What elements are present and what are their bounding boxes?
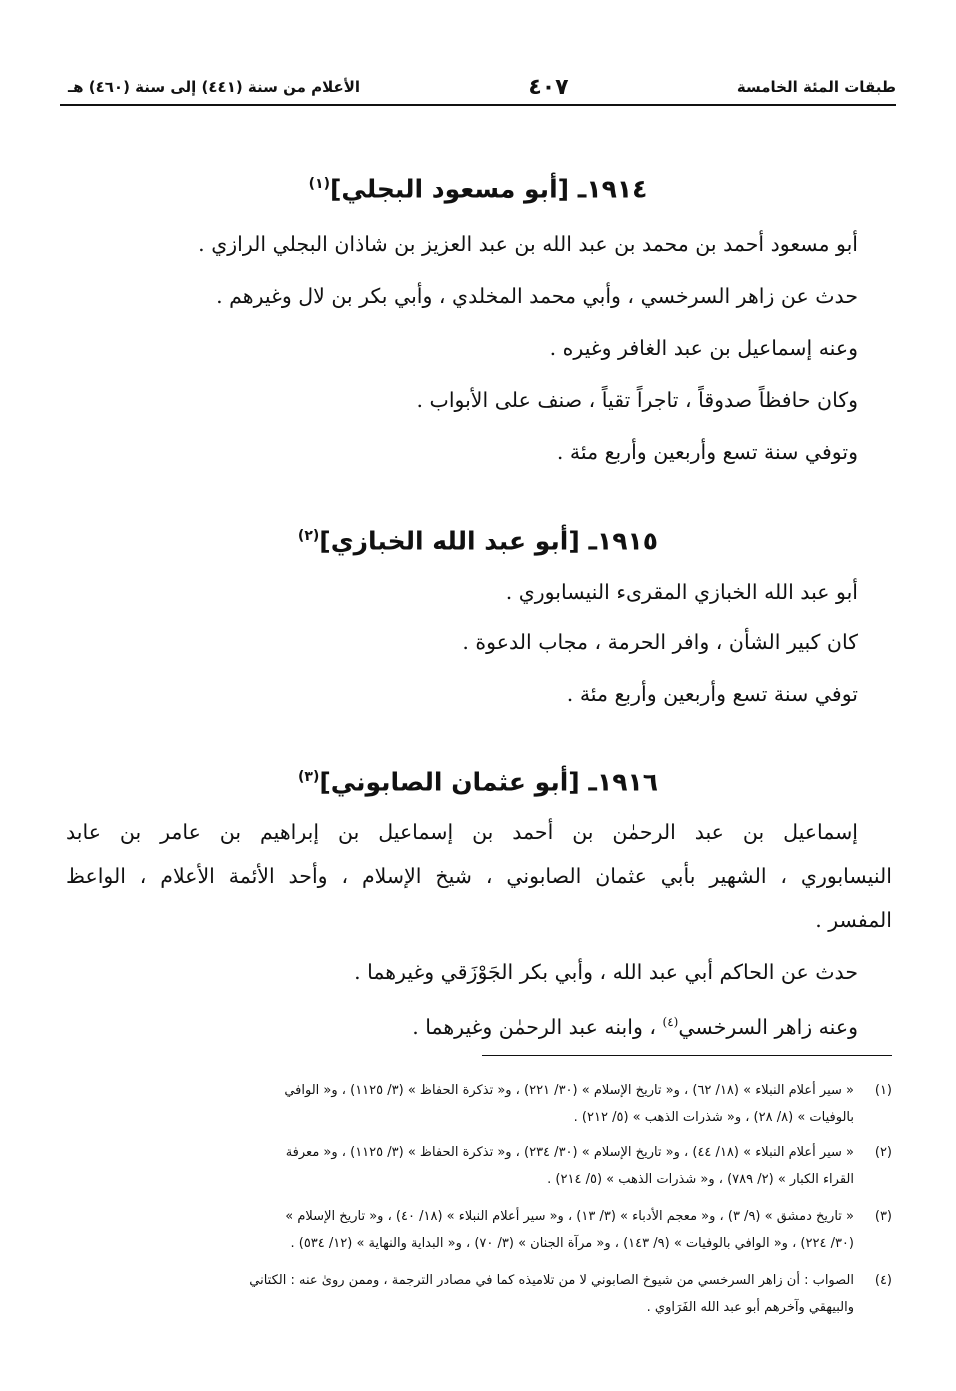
footnote-line: « سير أعلام النبلاء » (١٨/ ٦٢) ، و« تاريخ الإسلام » (٣٠/ ٢٢١) ، و« تذكرة الحفاظ » (٣/ ١١٢٥) ، و« الوافي xyxy=(284,1083,854,1098)
footnote-1 xyxy=(64,1077,892,1133)
footnote-ref: (٢) xyxy=(297,528,320,544)
entry-1914-line-1: أبو مسعود أحمد بن محمد بن عبد الله بن عبد العزيز بن شاذان البجلي الرازي . xyxy=(198,232,858,256)
footnote-line: الصواب : أن زاهر السرخسي من شيوخ الصابوني لا من تلاميذه كما في مصادر الترجمة ، وممن روىٰ عنه : الكتاني xyxy=(249,1273,854,1288)
footnote-text xyxy=(64,1203,854,1257)
entry-title-1914 xyxy=(60,164,896,209)
entry-1916-line-1: إسماعيل بن عبد الرحمٰن بن أحمد بن إسماعيل بن إبراهيم بن عامر بن عابد xyxy=(66,820,858,844)
footnote-2 xyxy=(64,1139,892,1195)
footnote-line: بالوفيات » (٨/ ٢٨) ، و« شذرات الذهب » (٥/ ٢١٢) . xyxy=(573,1110,854,1125)
footnote-4 xyxy=(64,1267,892,1323)
footnote-text xyxy=(64,1139,854,1193)
footnote-line: القراء الكبار » (٢/ ٧٨٩) ، و« شذرات الذهب » (٥/ ٢١٤) . xyxy=(547,1172,854,1187)
entry-1916-line-3: المفسر . xyxy=(815,908,892,932)
entry-1915-line-3: توفي سنة تسع وأربعين وأربع مئة . xyxy=(566,682,858,706)
page-number: ٤٠٧ xyxy=(528,74,569,100)
footnote-line: (٣٠/ ٢٢٤) ، و« الوافي بالوفيات » (٩/ ١٤٣) ، و« مرآة الجنان » (٣/ ٧٠) ، و« البداية والنهاية » (١٢/ ٥٣٤) . xyxy=(290,1236,854,1251)
footnote-number: (٣) xyxy=(874,1209,892,1224)
entry-title-1915 xyxy=(60,516,896,561)
entry-text: وعنه زاهر السرخسي xyxy=(678,1014,858,1039)
entry-1915-line-1: أبو عبد الله الخبازي المقرىء النيسابوري . xyxy=(505,580,858,604)
entry-heading: ١٩١٦ـ [أبو عثمان الصابوني] xyxy=(319,767,659,797)
entry-title-1916 xyxy=(60,757,896,802)
footnote-3 xyxy=(64,1203,892,1259)
entry-text: ، وابنه عبد الرحمٰن وغيرهما . xyxy=(412,1014,656,1039)
entry-heading: ١٩١٥ـ [أبو عبد الله الخبازي] xyxy=(319,526,659,556)
entry-1916-line-4: حدث عن الحاكم أبي عبد الله ، وأبي بكر الجَوْزَقي وغيرهما . xyxy=(354,960,858,984)
header-section-title: طبقات المئة الخامسة xyxy=(736,78,896,96)
footnote-ref: (١) xyxy=(308,176,330,192)
footnote-text xyxy=(64,1267,854,1321)
footnote-rule xyxy=(482,1055,892,1056)
footnote-number: (٤) xyxy=(874,1273,892,1288)
entry-1914-line-2: حدث عن زاهر السرخسي ، وأبي محمد المخلدي ، وأبي بكر بن لال وغيرهم . xyxy=(216,284,858,308)
entry-1916-line-5 xyxy=(66,1005,858,1044)
footnote-number: (١) xyxy=(874,1083,892,1098)
entry-1914-line-5: وتوفي سنة تسع وأربعين وأربع مئة . xyxy=(556,440,858,464)
entry-1914-line-3: وعنه إسماعيل بن عبد الغافر وغيره . xyxy=(549,336,858,360)
header-rule xyxy=(60,104,896,106)
running-header xyxy=(68,70,896,104)
footnote-text xyxy=(64,1077,854,1131)
footnote-ref: (٣) xyxy=(297,769,320,785)
footnote-line: « تاريخ دمشق » (٩/ ٣) ، و« معجم الأدباء » (٣/ ١٣) ، و« سير أعلام النبلاء » (١٨/ ٤٠) ، و« تاريخ الإسلام » xyxy=(285,1209,854,1224)
entry-1914-line-4: وكان حافظاً صدوقاً ، تاجراً تقياً ، صنف على الأبواب . xyxy=(416,388,858,412)
footnote-number: (٢) xyxy=(874,1145,892,1160)
footnote-line: « سير أعلام النبلاء » (١٨/ ٤٤) ، و« تاريخ الإسلام » (٣٠/ ٢٣٤) ، و« تذكرة الحفاظ » (٣/ ١١٢٥) ، و« معرفة xyxy=(285,1145,854,1160)
entry-1916-line-2: النيسابوري ، الشهير بأبي عثمان الصابوني ، شيخ الإسلام ، وأحد الأئمة الأعلام ، الواعظ xyxy=(66,864,892,888)
entry-heading: ١٩١٤ـ [أبو مسعود البجلي] xyxy=(329,174,648,204)
footnote-ref: (٤) xyxy=(662,1015,679,1029)
header-period-range: الأعلام من سنة (٤٤١) إلى سنة (٤٦٠) هـ xyxy=(68,78,361,96)
entry-1915-line-2: كان كبير الشأن ، وافر الحرمة ، مجاب الدعوة . xyxy=(462,630,858,654)
footnote-line: والبيهقي وآخرهم أبو عبد الله الفَرَاوي . xyxy=(646,1300,854,1315)
